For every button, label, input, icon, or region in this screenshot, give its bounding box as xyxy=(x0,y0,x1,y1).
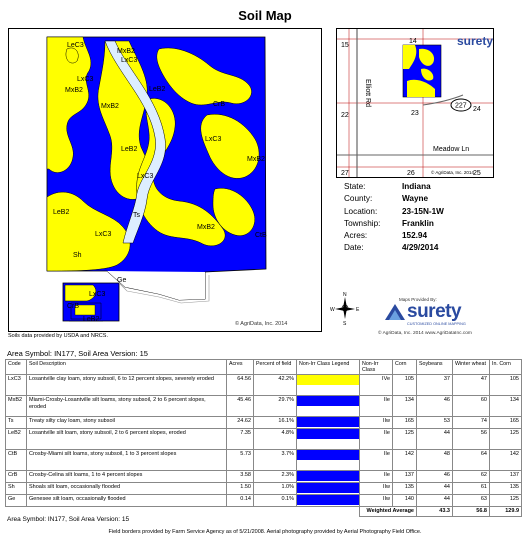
map-label-leb2-left: LeB2 xyxy=(53,209,70,216)
soil-soybeans: 46 xyxy=(417,471,453,483)
section-14: 14 xyxy=(409,38,417,45)
soil-row xyxy=(6,396,522,417)
th-legend: Non-Irr Class Legend xyxy=(297,360,360,375)
th-hcorn: In. Corn xyxy=(490,360,522,375)
compass-n: N xyxy=(343,292,347,298)
soil-corn: 142 xyxy=(393,450,417,471)
section-22: 22 xyxy=(341,112,349,119)
locator-canvas xyxy=(337,29,493,177)
compass-rose-icon xyxy=(330,290,360,326)
soil-percent: 0.1% xyxy=(254,495,297,507)
soil-code: CrB xyxy=(6,471,27,483)
soil-legend-swatch xyxy=(297,495,360,507)
soil-corn: 125 xyxy=(393,429,417,450)
soil-code: Ge xyxy=(6,495,27,507)
map-label-mxb2-top: MxB2 xyxy=(117,48,135,55)
soil-class: IIe xyxy=(360,396,393,417)
soil-acres: 3.58 xyxy=(227,471,254,483)
road-elliott: Elliott Rd xyxy=(364,79,371,108)
soil-row xyxy=(6,471,522,483)
locator-map[interactable] xyxy=(336,28,494,178)
soil-corn: 137 xyxy=(393,471,417,483)
legend-color-swatch xyxy=(297,450,359,460)
soil-percent: 16.1% xyxy=(254,417,297,429)
soil-acres: 7.35 xyxy=(227,429,254,450)
maps-provided-by: Maps Provided By: xyxy=(399,297,437,302)
soil-hcorn: 125 xyxy=(490,429,522,450)
soil-wheat: 62 xyxy=(453,471,490,483)
soil-class: IIw xyxy=(360,495,393,507)
soil-row xyxy=(6,417,522,429)
legend-color-swatch xyxy=(297,417,359,427)
legend-color-swatch xyxy=(297,471,359,481)
info-state: State: Indiana xyxy=(344,182,431,191)
soil-row xyxy=(6,450,522,471)
map-label-lxc3-right: LxC3 xyxy=(77,76,94,83)
map-label-lxc3-low: LxC3 xyxy=(137,173,154,180)
th-corn: Corn xyxy=(393,360,417,375)
soil-acres: 64.56 xyxy=(227,375,254,396)
soil-row xyxy=(6,495,522,507)
info-date: Date: 4/29/2014 xyxy=(344,243,439,253)
soil-soybeans: 44 xyxy=(417,483,453,495)
soil-wheat: 74 xyxy=(453,417,490,429)
map-label-leb2-mid: LeB2 xyxy=(121,146,138,153)
soil-legend-swatch xyxy=(297,450,360,471)
soil-wheat: 63 xyxy=(453,495,490,507)
map-copyright: © AgriData, Inc. 2014 xyxy=(235,321,288,327)
soil-class: IVe xyxy=(360,375,393,396)
map-label-lxc3-mid: LxC3 xyxy=(205,136,222,143)
map-label-crb-top: CrB xyxy=(213,101,226,108)
surety-logo[interactable] xyxy=(383,297,495,329)
soil-description: Treaty silty clay loam, stony subsoil xyxy=(27,417,227,429)
road-meadow: Meadow Ln xyxy=(433,146,470,153)
soil-row xyxy=(6,483,522,495)
map-label-mxb2-left: MxB2 xyxy=(65,87,83,94)
legend-color-swatch xyxy=(297,396,359,406)
soil-code: Ts xyxy=(6,417,27,429)
soil-legend-swatch xyxy=(297,471,360,483)
compass-s: S xyxy=(343,321,347,326)
soil-percent: 29.7% xyxy=(254,396,297,417)
surety-tagline: CUSTOMIZED ONLINE MAPPING xyxy=(407,322,466,326)
soil-class: IIw xyxy=(360,417,393,429)
soil-wheat: 56 xyxy=(453,429,490,450)
surety-globe-icon xyxy=(383,302,407,322)
soil-corn: 134 xyxy=(393,396,417,417)
map-label-crb-bottom: CrB xyxy=(67,303,80,310)
soil-map[interactable] xyxy=(8,28,322,332)
soil-row xyxy=(6,375,522,396)
soil-code: CtB xyxy=(6,450,27,471)
th-pct: Percent of field xyxy=(254,360,297,375)
soil-soybeans: 37 xyxy=(417,375,453,396)
soil-acres: 45.46 xyxy=(227,396,254,417)
info-location: Location: 23-15N-1W xyxy=(344,206,444,216)
soil-acres: 1.50 xyxy=(227,483,254,495)
section-25: 25 xyxy=(473,170,481,177)
weighted-hcorn: 129.9 xyxy=(490,507,522,517)
soil-legend-swatch xyxy=(297,429,360,450)
map-label-mxb2-low: MxB2 xyxy=(197,224,215,231)
soil-wheat: 64 xyxy=(453,450,490,471)
soil-corn: 140 xyxy=(393,495,417,507)
area-footer: Area Symbol: IN177, Soil Area Version: 15 xyxy=(7,516,130,523)
soil-percent: 4.8% xyxy=(254,429,297,450)
locator-brand: surety xyxy=(457,34,493,48)
map-label-sh: Sh xyxy=(73,252,82,259)
section-15: 15 xyxy=(341,42,349,49)
surety-caption: © AgriData, Inc. 2014 www.AgriDataInc.com xyxy=(378,331,472,336)
map-label-ctb-right: CtB xyxy=(255,232,267,239)
map-label-mxb2-mid: MxB2 xyxy=(101,103,119,110)
section-23: 23 xyxy=(411,110,419,117)
th-class: Non-Irr Class xyxy=(360,360,393,375)
soil-soybeans: 48 xyxy=(417,450,453,471)
map-label-mxb2-right: MxB2 xyxy=(247,156,265,163)
compass-w: W xyxy=(330,307,335,313)
page-title: Soil Map xyxy=(238,8,292,23)
soil-soybeans: 44 xyxy=(417,429,453,450)
fields-footer: Field borders provided by Farm Service Agency as of 5/21/2008. Aerial photography provided by Aerial Photography Field Office. xyxy=(108,529,422,535)
soil-legend-swatch xyxy=(297,396,360,417)
map-label-leb2-top: LeB2 xyxy=(149,86,166,93)
soil-description: Shoals silt loam, occasionally flooded xyxy=(27,483,227,495)
soil-code: Sh xyxy=(6,483,27,495)
soil-hcorn: 125 xyxy=(490,495,522,507)
soil-corn: 105 xyxy=(393,375,417,396)
soil-description: Genesee silt loam, occasionally flooded xyxy=(27,495,227,507)
soil-code: LxC3 xyxy=(6,375,27,396)
legend-color-swatch xyxy=(297,495,359,505)
weighted-average-label: Weighted Average xyxy=(360,507,417,517)
soil-class: IIw xyxy=(360,483,393,495)
soil-wheat: 60 xyxy=(453,396,490,417)
th-soy: Soybeans xyxy=(417,360,453,375)
soil-description: Crosby-Celina silt loams, 1 to 4 percent slopes xyxy=(27,471,227,483)
soil-soybeans: 44 xyxy=(417,495,453,507)
soil-percent: 1.0% xyxy=(254,483,297,495)
soil-acres: 5.73 xyxy=(227,450,254,471)
soil-hcorn: 105 xyxy=(490,375,522,396)
soil-hcorn: 165 xyxy=(490,417,522,429)
th-code: Code xyxy=(6,360,27,375)
soil-corn: 165 xyxy=(393,417,417,429)
legend-color-swatch xyxy=(297,375,359,385)
route-shield: 227 xyxy=(455,102,467,110)
soil-description: Miami-Crosby-Losantville silt loams, stony subsoil, 2 to 6 percent slopes, eroded xyxy=(27,396,227,417)
location-info xyxy=(344,181,444,255)
soils-credit: Soils data provided by USDA and NRCS. xyxy=(8,333,108,339)
info-township: Township: Franklin xyxy=(344,218,434,228)
soil-class: IIe xyxy=(360,471,393,483)
soil-hcorn: 137 xyxy=(490,471,522,483)
th-wheat: Winter wheat xyxy=(453,360,490,375)
soil-wheat: 61 xyxy=(453,483,490,495)
soil-acres: 24.62 xyxy=(227,417,254,429)
soil-wheat: 47 xyxy=(453,375,490,396)
soil-description: Losantville clay loam, stony subsoil, 6 to 12 percent slopes, severely eroded xyxy=(27,375,227,396)
map-label-ts: Ts xyxy=(133,212,140,219)
soil-soybeans: 53 xyxy=(417,417,453,429)
legend-color-swatch xyxy=(297,483,359,493)
compass-e: E xyxy=(356,307,360,313)
th-desc: Soil Description xyxy=(27,360,227,375)
table-header-row xyxy=(6,360,522,375)
soil-percent: 42.2% xyxy=(254,375,297,396)
soil-table xyxy=(5,359,522,517)
locator-copyright: © AgriData, Inc. 2014 xyxy=(431,170,474,175)
soil-row xyxy=(6,429,522,450)
map-label-lec3: LeC3 xyxy=(67,42,84,49)
soil-legend-swatch xyxy=(297,375,360,396)
soil-hcorn: 142 xyxy=(490,450,522,471)
weighted-wheat: 56.8 xyxy=(453,507,490,517)
soil-soybeans: 46 xyxy=(417,396,453,417)
soil-description: Losantville silt loam, stony subsoil, 2 to 6 percent slopes, eroded xyxy=(27,429,227,450)
soil-corn: 135 xyxy=(393,483,417,495)
map-label-lxc3-lower: LxC3 xyxy=(89,291,106,298)
map-label-ge: Ge xyxy=(117,277,127,284)
section-27: 27 xyxy=(341,170,349,177)
map-label-lxc3-top: LxC3 xyxy=(121,57,138,64)
soil-legend-swatch xyxy=(297,483,360,495)
soil-percent: 3.7% xyxy=(254,450,297,471)
soil-class: IIe xyxy=(360,429,393,450)
soil-legend-swatch xyxy=(297,417,360,429)
section-24: 24 xyxy=(473,106,481,113)
map-label-lxc3-bottom: LxC3 xyxy=(95,231,112,238)
surety-brand: surety xyxy=(407,301,462,322)
soil-hcorn: 135 xyxy=(490,483,522,495)
soil-code: LeB2 xyxy=(6,429,27,450)
soil-hcorn: 134 xyxy=(490,396,522,417)
soil-code: MxB2 xyxy=(6,396,27,417)
map-label-leb2-bottom: LeB2 xyxy=(83,316,100,323)
soil-acres: 0.14 xyxy=(227,495,254,507)
th-acres: Acres xyxy=(227,360,254,375)
soil-rows xyxy=(6,375,522,507)
info-county: County: Wayne xyxy=(344,194,429,204)
soil-description: Crosby-Miami silt loams, stony subsoil, 1 to 3 percent slopes xyxy=(27,450,227,471)
soil-map-canvas xyxy=(9,29,321,331)
area-heading: Area Symbol: IN177, Soil Area Version: 15 xyxy=(7,349,148,358)
section-26: 26 xyxy=(407,170,415,177)
info-acres: Acres: 152.94 xyxy=(344,231,428,241)
soil-class: IIe xyxy=(360,450,393,471)
weighted-soy: 43.3 xyxy=(417,507,453,517)
soil-percent: 2.3% xyxy=(254,471,297,483)
legend-color-swatch xyxy=(297,429,359,439)
